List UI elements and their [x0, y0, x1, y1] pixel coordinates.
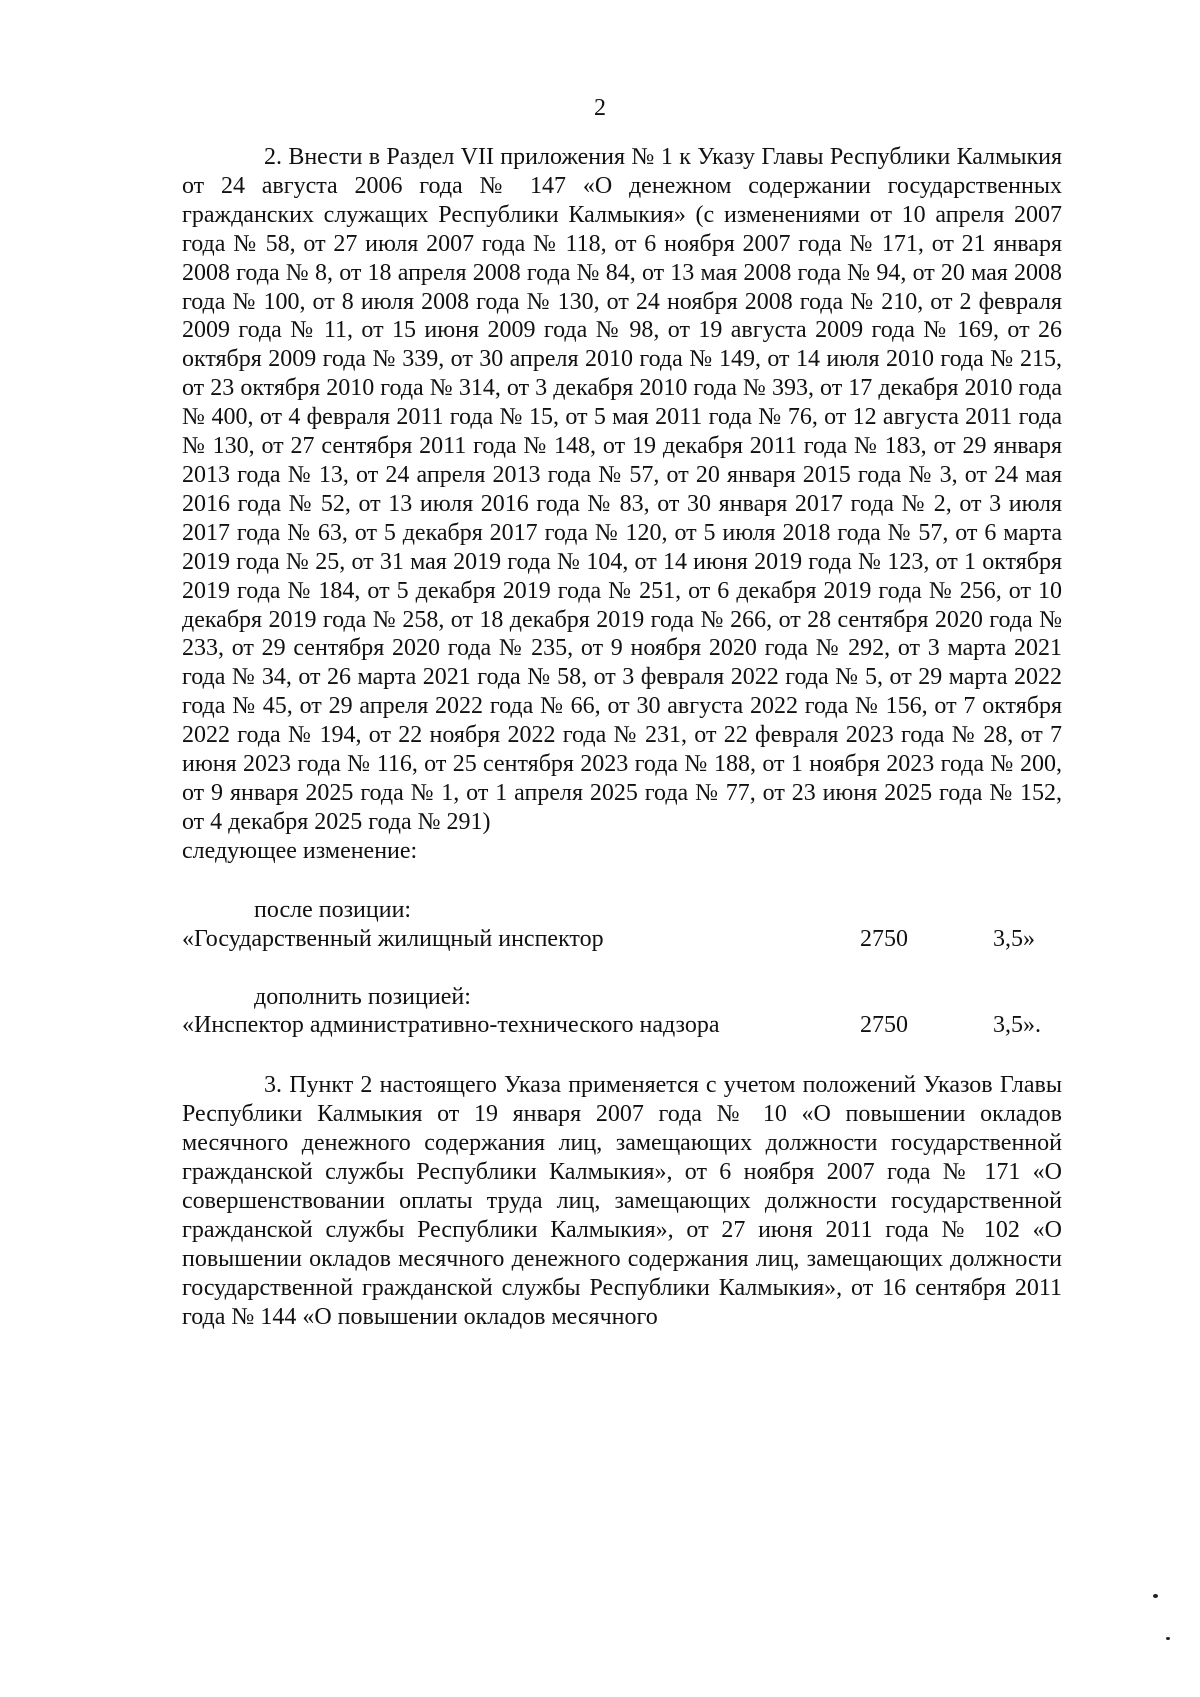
existing-position-row: [182, 925, 1062, 955]
new-position-coefficient: 3,5».: [993, 1012, 1041, 1039]
existing-position-name: «Государственный жилищный инспектор: [182, 925, 604, 952]
page-number: 2: [594, 95, 606, 121]
paragraph-2: 2. Внести в Раздел VII приложения № 1 к Указу Главы Республики Калмыкия от 24 августа 2006 года № 147 «О денежном содержании государственных гражданских служащих Республики Калмыкия» (с изменениями от 10 апреля 2007 года № 58, от 27 июля 2007 года № 118, от 6 ноября 2007 года № 171, от 21 января 2008 года № 8, от 18 апреля 2008 года № 84, от 13 мая 2008 года № 94, от 20 мая 2008 года № 100, от 8 июля 2008 года № 130, от 24 ноября 2008 года № 210, от 2 февраля 2009 года № 11, от 15 июня 2009 года № 98, от 19 августа 2009 года № 169, от 26 октября 2009 года № 339, от 30 апреля 2010 года № 149, от 14 июля 2010 года № 215, от 23 октября 2010 года № 314, от 3 декабря 2010 года № 393, от 17 декабря 2010 года № 400, от 4 февраля 2011 года № 15, от 5 мая 2011 года № 76, от 12 августа 2011 года № 130, от 27 сентября 2011 года № 148, от 19 декабря 2011 года № 183, от 29 января 2013 года № 13, от 24 апреля 2013 года № 57, от 20 января 2015 года № 3, от 24 мая 2016 года № 52, от 13 июля 2016 года № 83, от 30 января 2017 года № 2, от 3 июля 2017 года № 63, от 5 декабря 2017 года № 120, от 5 июля 2018 года № 57, от 6 марта 2019 года № 25, от 31 мая 2019 года № 104, от 14 июня 2019 года № 123, от 1 октября 2019 года № 184, от 5 декабря 2019 года № 251, от 6 декабря 2019 года № 256, от 10 декабря 2019 года № 258, от 18 декабря 2019 года № 266, от 28 сентября 2020 года № 233, от 29 сентября 2020 года № 235, от 9 ноября 2020 года № 292, от 3 марта 2021 года № 34, от 26 марта 2021 года № 58, от 3 февраля 2022 года № 5, от 29 марта 2022 года № 45, от 29 апреля 2022 года № 66, от 30 августа 2022 года № 156, от 7 октября 2022 года № 194, от 22 ноября 2022 года № 231, от 22 февраля 2023 года № 28, от 7 июня 2023 года № 116, от 25 сентября 2023 года № 188, от 1 ноября 2023 года № 200, от 9 января 2025 года № 1, от 1 апреля 2025 года № 77, от 23 июня 2025 года № 152, от 4 декабря 2025 года № 291): [182, 144, 1062, 835]
existing-position-coefficient: 3,5»: [993, 925, 1035, 952]
after-position-label: после позиции:: [254, 896, 412, 923]
scan-speck: [1166, 1637, 1170, 1640]
existing-position-salary: 2750: [860, 925, 908, 952]
new-position-salary: 2750: [860, 1012, 908, 1039]
document-body: [182, 143, 1062, 1332]
add-position-label: дополнить позицией:: [254, 983, 471, 1010]
paragraph-2-tail: следующее изменение:: [182, 837, 418, 864]
new-position-name: «Инспектор административно-технического надзора: [182, 1012, 720, 1039]
new-position-row: [182, 1011, 1062, 1041]
paragraph-3: 3. Пункт 2 настоящего Указа применяется с учетом положений Указов Главы Республики Калмыкия от 19 января 2007 года № 10 «О повышении окладов месячного денежного содержания лиц, замещающих должности государственной гражданской службы Республики Калмыкия», от 6 ноября 2007 года № 171 «О совершенствовании оплаты труда лиц, замещающих должности государственной гражданской службы Республики Калмыкия», от 27 июня 2011 года № 102 «О повышении окладов месячного денежного содержания лиц, замещающих должности государственной гражданской службы Республики Калмыкия», от 16 сентября 2011 года № 144 «О повышении окладов месячного: [182, 1072, 1062, 1330]
scan-speck: [1153, 1594, 1158, 1598]
